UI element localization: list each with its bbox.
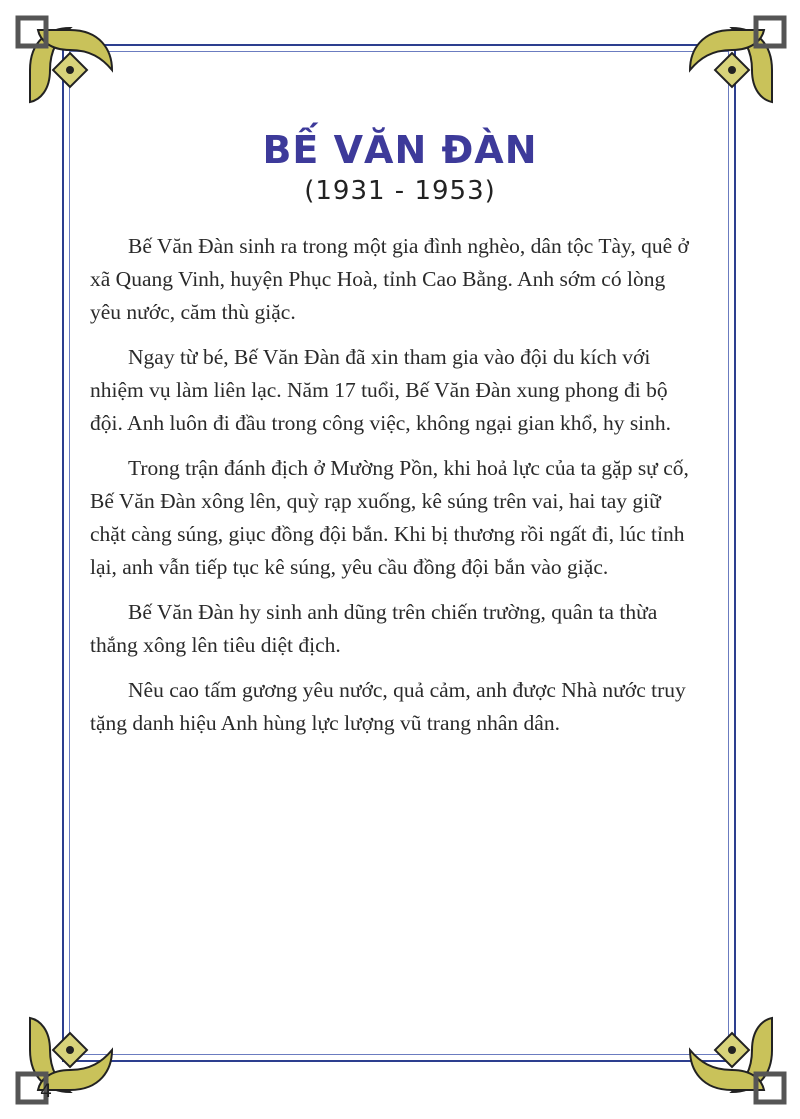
corner-ornament-top-left-icon xyxy=(10,10,130,130)
paragraph: Ngay từ bé, Bế Văn Đàn đã xin tham gia vào đội du kích với nhiệm vụ làm liên lạc. Năm 17 tuổi, Bế Văn Đàn xung phong đi bộ đội. Anh luôn đi đầu trong công việc, không ngại gian khổ, hy sinh. xyxy=(90,345,672,435)
life-years: (1931 - 1953) xyxy=(304,176,496,206)
paragraph: Nêu cao tấm gương yêu nước, quả cảm, anh được Nhà nước truy tặng danh hiệu Anh hùng lực lượng vũ trang nhân dân. xyxy=(90,678,686,735)
page-title: BẾ VĂN ĐÀN xyxy=(262,128,538,172)
biography-text xyxy=(90,230,700,752)
corner-ornament-top-right-icon xyxy=(672,10,792,130)
paragraph: Bế Văn Đàn sinh ra trong một gia đình nghèo, dân tộc Tày, quê ở xã Quang Vinh, huyện Phục Hoà, tỉnh Cao Bằng. Anh sớm có lòng yêu nước, căm thù giặc. xyxy=(90,234,689,324)
corner-ornament-bottom-right-icon xyxy=(672,990,792,1110)
paragraph: Trong trận đánh địch ở Mường Pồn, khi hoả lực của ta gặp sự cố, Bế Văn Đàn xông lên, quỳ rạp xuống, kê súng trên vai, hai tay giữ chặt càng súng, giục đồng đội bắn. Khi bị thương rồi ngất đi, lúc tỉnh lại, anh vẫn tiếp tục kê súng, yêu cầu đồng đội bắn vào giặc. xyxy=(90,456,689,579)
page-number: 4 xyxy=(40,1080,53,1102)
paragraph: Bế Văn Đàn hy sinh anh dũng trên chiến trường, quân ta thừa thắng xông lên tiêu diệt địch. xyxy=(90,600,658,657)
corner-ornament-bottom-left-icon xyxy=(10,990,130,1110)
